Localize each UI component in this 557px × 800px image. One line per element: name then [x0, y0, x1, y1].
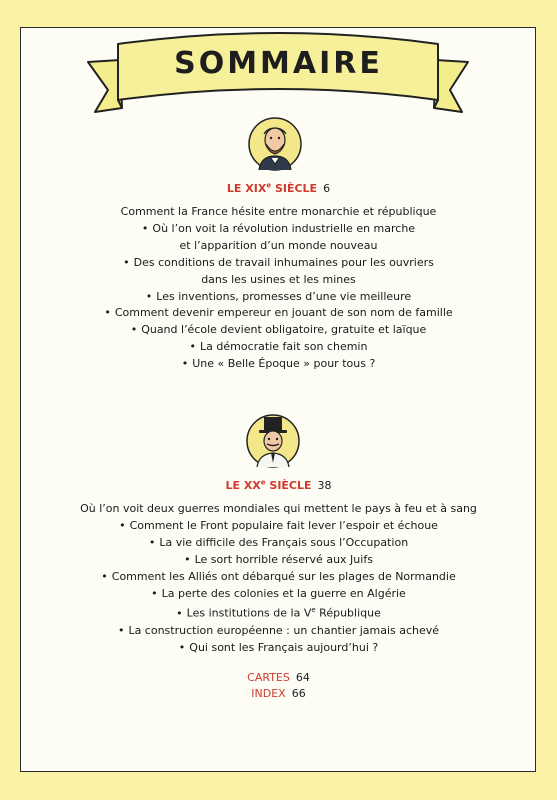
- section-heading-xx: [0, 478, 557, 492]
- toc-entry[interactable]: • Une « Belle Époque » pour tous ?: [181, 357, 376, 371]
- section-name: LE XIX: [226, 181, 267, 195]
- toc-entry[interactable]: • La construction européenne : un chantier jamais achevé: [117, 624, 440, 637]
- bullet-icon: •: [148, 535, 156, 549]
- section-word: SIÈCLE: [269, 478, 312, 492]
- appendix-entry-cartes[interactable]: [0, 670, 557, 686]
- toc-entry[interactable]: • Les inventions, promesses d’une vie meilleure: [145, 289, 412, 303]
- bullet-icon: •: [145, 289, 153, 303]
- bullet-icon: •: [104, 306, 111, 320]
- section-word: SIÈCLE: [274, 181, 318, 195]
- toc-list-xx: [60, 501, 497, 657]
- bearded-man-portrait-icon: [247, 116, 303, 172]
- toc-entry[interactable]: • Comment les Alliés ont débarqué sur les plages de Normandie: [101, 569, 456, 583]
- toc-entry[interactable]: • Les institutions de la Ve République: [176, 606, 381, 621]
- section-page-number: 38: [317, 478, 332, 492]
- bullet-icon: •: [123, 255, 130, 269]
- toc-entry[interactable]: • Qui sont les Français aujourd’hui ?: [178, 640, 379, 654]
- toc-entry[interactable]: • Quand l’école devient obligatoire, gratuite et laïque: [130, 323, 427, 337]
- bullet-icon: •: [151, 586, 158, 600]
- bullet-icon: •: [189, 340, 197, 354]
- section-ordinal: e: [260, 478, 266, 486]
- bullet-icon: •: [141, 221, 149, 235]
- toc-entry[interactable]: • Où l’on voit la révolution industrielle en marche: [141, 221, 416, 235]
- section-name: LE XX: [225, 478, 261, 492]
- appendix-entry-index[interactable]: [0, 686, 557, 702]
- bullet-icon: •: [178, 640, 186, 654]
- toc-entry[interactable]: • Comment le Front populaire fait lever l’espoir et échoue: [119, 518, 438, 532]
- top-hat-man-portrait-icon: [245, 413, 301, 469]
- section-heading-xix: [0, 181, 557, 195]
- bullet-icon: •: [119, 518, 126, 532]
- bullet-icon: •: [181, 357, 189, 371]
- appendix-label: CARTES: [247, 671, 290, 684]
- appendix-label: INDEX: [251, 687, 286, 700]
- section-page-number: 6: [323, 181, 331, 195]
- page-title: SOMMAIRE: [174, 46, 383, 81]
- bullet-icon: •: [117, 624, 125, 637]
- toc-entry[interactable]: • Le sort horrible réservé aux Juifs: [184, 552, 373, 566]
- toc-entry-continued[interactable]: dans les usines et les mines: [201, 272, 356, 286]
- appendix-list: [0, 670, 557, 702]
- toc-entry[interactable]: Où l’on voit deux guerres mondiales qui mettent le pays à feu et à sang: [80, 502, 477, 515]
- toc-entry[interactable]: • La perte des colonies et la guerre en Algérie: [151, 586, 406, 600]
- toc-entry[interactable]: • La démocratie fait son chemin: [189, 340, 368, 354]
- toc-entry[interactable]: Comment la France hésite entre monarchie et république: [120, 205, 437, 218]
- toc-entry-continued[interactable]: et l’apparition d’un monde nouveau: [179, 238, 378, 252]
- toc-list-xix: [60, 204, 497, 373]
- bullet-icon: •: [130, 323, 138, 337]
- toc-entry[interactable]: • La vie difficile des Français sous l’Occupation: [148, 535, 409, 549]
- appendix-page-number: 66: [291, 687, 306, 700]
- toc-entry[interactable]: • Des conditions de travail inhumaines pour les ouvriers: [123, 255, 434, 269]
- appendix-page-number: 64: [295, 671, 310, 684]
- bullet-icon: •: [101, 569, 108, 583]
- bullet-icon: •: [184, 552, 191, 566]
- section-ordinal: e: [266, 181, 272, 189]
- bullet-icon: •: [176, 607, 183, 621]
- toc-entry[interactable]: • Comment devenir empereur en jouant de son nom de famille: [104, 306, 453, 320]
